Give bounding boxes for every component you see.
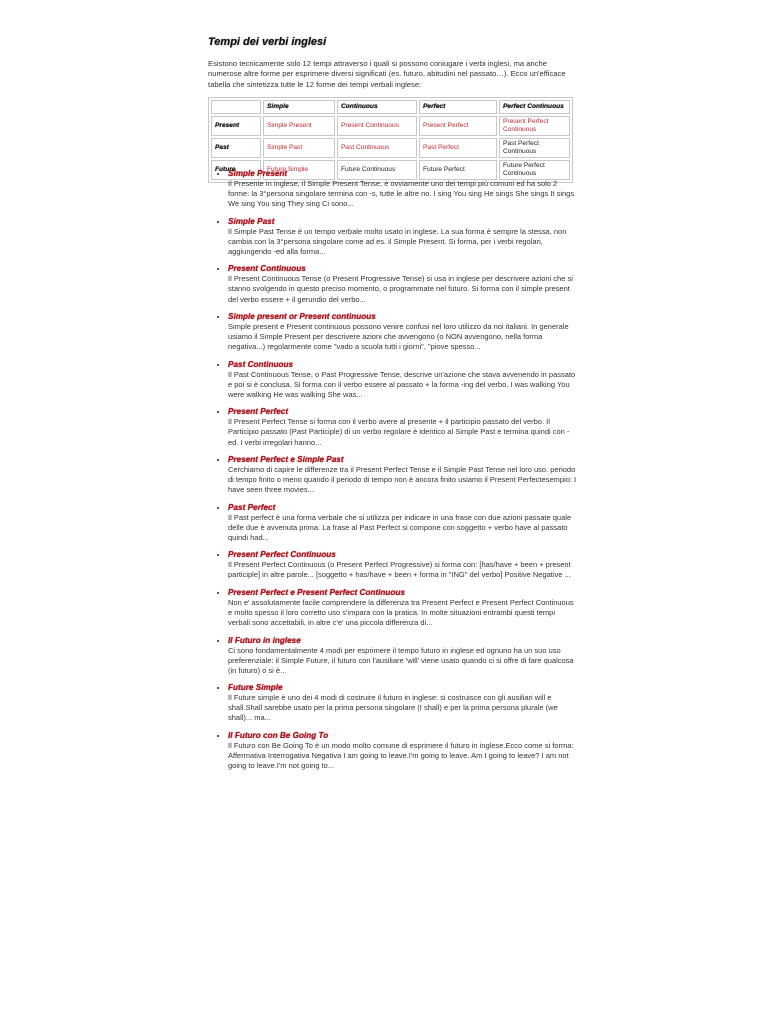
article-excerpt: Il Present Perfect Tense si forma con il verbo avere al presente + il participio passato del verbo. Il Participio passato (Past Participle) di un verbo regolare è identico al Simple Past e termina quindi con -ed. I verbi irregolari hanno... (228, 417, 570, 447)
article-excerpt: Il Past perfect è una forma verbale che si utilizza per indicare in una frase con due azioni passate quale delle due è avvenuta prima. La frase al Past Perfect si compone con soggetto + verbo have al passato quindi had... (228, 512, 572, 542)
cell-future-perfect-continuous: Future Perfect Continuous (499, 160, 570, 180)
article-excerpt: Il Past Continuous Tense, o Past Progressive Tense, descrive un'azione che stava avvenendo in passato e poi si è conclusa. Si forma con il verbo essere al passato + la forma -ing del verbo. I was walking You were walking He was walking She was... (228, 369, 576, 399)
cell-link-present-perfect[interactable]: Present Perfect (419, 116, 497, 136)
table-row-present (211, 116, 570, 136)
article-excerpt: Il Present Continuous Tense (o Present Progressive Tense) si usa in inglese per descrivere azioni che si stanno svolgendo in questo preciso momento, o programmate nel futuro. Si forma con il simple present del verbo essere + il gerundio del verbo... (228, 274, 573, 304)
article-excerpt: Non e' assolutamente facile comprendere la differenza tra Present Perfect e Present Perfect Continuous e molto spesso il loro corretto uso s'impara con la pratica. In molte situazioni entrambi questi tempi verbali sono accettabili, in altre c'e' una piccola differenza di... (228, 597, 574, 628)
list-item (228, 730, 578, 771)
article-link-be-going-to[interactable]: • Il Futuro con Be Going To (228, 730, 329, 740)
list-item (228, 359, 578, 400)
table-header-continuous: Continuous (337, 100, 417, 114)
cell-link-present-continuous[interactable]: Present Continuous (337, 116, 417, 136)
list-item (228, 406, 578, 447)
list-item (228, 502, 578, 543)
list-item (228, 682, 578, 723)
list-item (228, 311, 578, 352)
intro-paragraph: Esistono tecnicamente solo 12 tempi attraverso i quali si possono coniugare i verbi inglesi, ma anche numerose altre forme per esprimere diversi significati (es. futuro, abitudini nel passato…). Ecco un'efficace tabella che sintetizza tutte le 12 forme dei tempi verbali inglese: (208, 59, 566, 89)
article-excerpt: Ci sono fondamentalmente 4 modi per esprimere il tempo futuro in inglese ed ognuno ha un suo uso preferenziale: il Simple Future, il futuro con l'ausiliare 'will' viene usato quando ci si offre di fare qualcosa (in futuro) o si è... (228, 645, 574, 675)
article-excerpt: Cerchiamo di capire le differenze tra il Present Perfect Tense e il Simple Past Tense nel loro uso. periodo di tempo finito o meno quando il periodo di tempo non è ancora finito usiamo il Present Perfectesempio: I have seen three movies... (228, 465, 577, 495)
table-header-row (211, 100, 570, 114)
table-header-perfect-continuous: Perfect Continuous (499, 100, 570, 114)
article-link-past-continuous[interactable]: • Past Continuous (228, 359, 294, 369)
article-link-future-simple[interactable]: • Future Simple (228, 683, 283, 693)
list-item (228, 454, 578, 495)
list-item (228, 216, 578, 257)
table-header-simple: Simple (263, 100, 335, 114)
cell-future-perfect: Future Perfect (419, 160, 497, 180)
article-excerpt: Il Presente in inglese, il Simple Present Tense, è ovviamente uno dei tempi più comuni ed ha solo 2 forme: la 3°persona singolare termina con -s, tutte le altre no. I sing You sing He sings She sings It sings We sing You sing They sing Ci sono... (228, 179, 575, 209)
table-row-past (211, 138, 570, 158)
article-excerpt: Il Futuro con Be Going To è un modo molto comune di esprimere il futuro in inglese.Ecco come si forma: Affermativa Interrogativa Negativa I am going to leave.I'm going to leave. Am I going to leave? I am not going to leave.I'm not going to... (228, 740, 574, 771)
cell-link-simple-past[interactable]: Simple Past (263, 138, 335, 158)
article-link-present-continuous[interactable]: • Present Continuous (228, 264, 306, 274)
cell-past-perfect-continuous: Past Perfect Continuous (499, 138, 570, 158)
cell-link-past-continuous[interactable]: Past Continuous (337, 138, 417, 158)
article-link-simple-past[interactable]: • Simple Past (228, 216, 275, 226)
cell-link-past-perfect[interactable]: Past Perfect (419, 138, 497, 158)
article-link-present-perfect-continuous[interactable]: • Present Perfect Continuous (228, 550, 336, 560)
list-item (228, 635, 578, 676)
table-header-perfect: Perfect (419, 100, 497, 114)
article-excerpt: Il Present Perfect Continuous (o Present Perfect Progressive) si forma con: [has/have + been + present participle] in altre parole... [soggetto + has/have + been + forma in "ING" del verbo] Positive Negative ... (228, 560, 571, 580)
article-link-present-perfect-vs-simple-past[interactable]: • Present Perfect e Simple Past (228, 455, 344, 465)
row-label-past: Past (211, 138, 261, 158)
article-link-past-perfect[interactable]: • Past Perfect (228, 502, 276, 512)
article-list (212, 168, 578, 778)
list-item (228, 549, 578, 580)
article-excerpt: Il Future simple è uno dei 4 modi di costruire il futuro in inglese: si costruisce con gli ausiliari will e shall.Shall sarebbe usato per la prima persona singolare (I shall) e per la prima persona plurale (we shall)... ma... (228, 693, 558, 723)
row-label-present: Present (211, 116, 261, 136)
article-link-perfect-vs-perfect-continuous[interactable]: • Present Perfect e Present Perfect Continuous (228, 587, 405, 597)
list-item (228, 587, 578, 628)
cell-future-continuous: Future Continuous (337, 160, 417, 180)
cell-link-present-perfect-continuous[interactable]: Present Perfect Continuous (499, 116, 570, 136)
article-link-present-perfect[interactable]: • Present Perfect (228, 407, 289, 417)
row-label-future: Future (211, 160, 261, 180)
cell-link-future-simple[interactable]: Future Simple (263, 160, 335, 180)
article-link-simple-vs-continuous[interactable]: • Simple present or Present continuous (228, 312, 376, 322)
cell-link-simple-present[interactable]: Simple Present (263, 116, 335, 136)
article-link-simple-present[interactable]: • Simple Present (228, 169, 288, 178)
article-excerpt: Il Simple Past Tense è un tempo verbale molto usato in inglese. La sua forma è sempre la stessa, non cambia con la 3°persona singolare come ad es. il Simple Present. Si forma, per i verbi regolari, aggiungendo -ed alla forma... (228, 226, 567, 256)
page-title: Tempi dei verbi inglesi (208, 36, 327, 48)
article-link-futuro-inglese[interactable]: • Il Futuro in inglese (228, 635, 301, 645)
article-excerpt: Simple present e Present continuous possono venire confusi nel loro utilizzo da noi italiani. In generale usiamo il Simple Present per descrivere azioni che avvengono (o NON avvengono, nella forma negativa...) regolarmente come "vado a scuola tutti i giorni", "piove spesso... (228, 322, 569, 352)
list-item (228, 263, 578, 304)
list-item (228, 168, 578, 209)
table-header-empty (211, 100, 261, 114)
